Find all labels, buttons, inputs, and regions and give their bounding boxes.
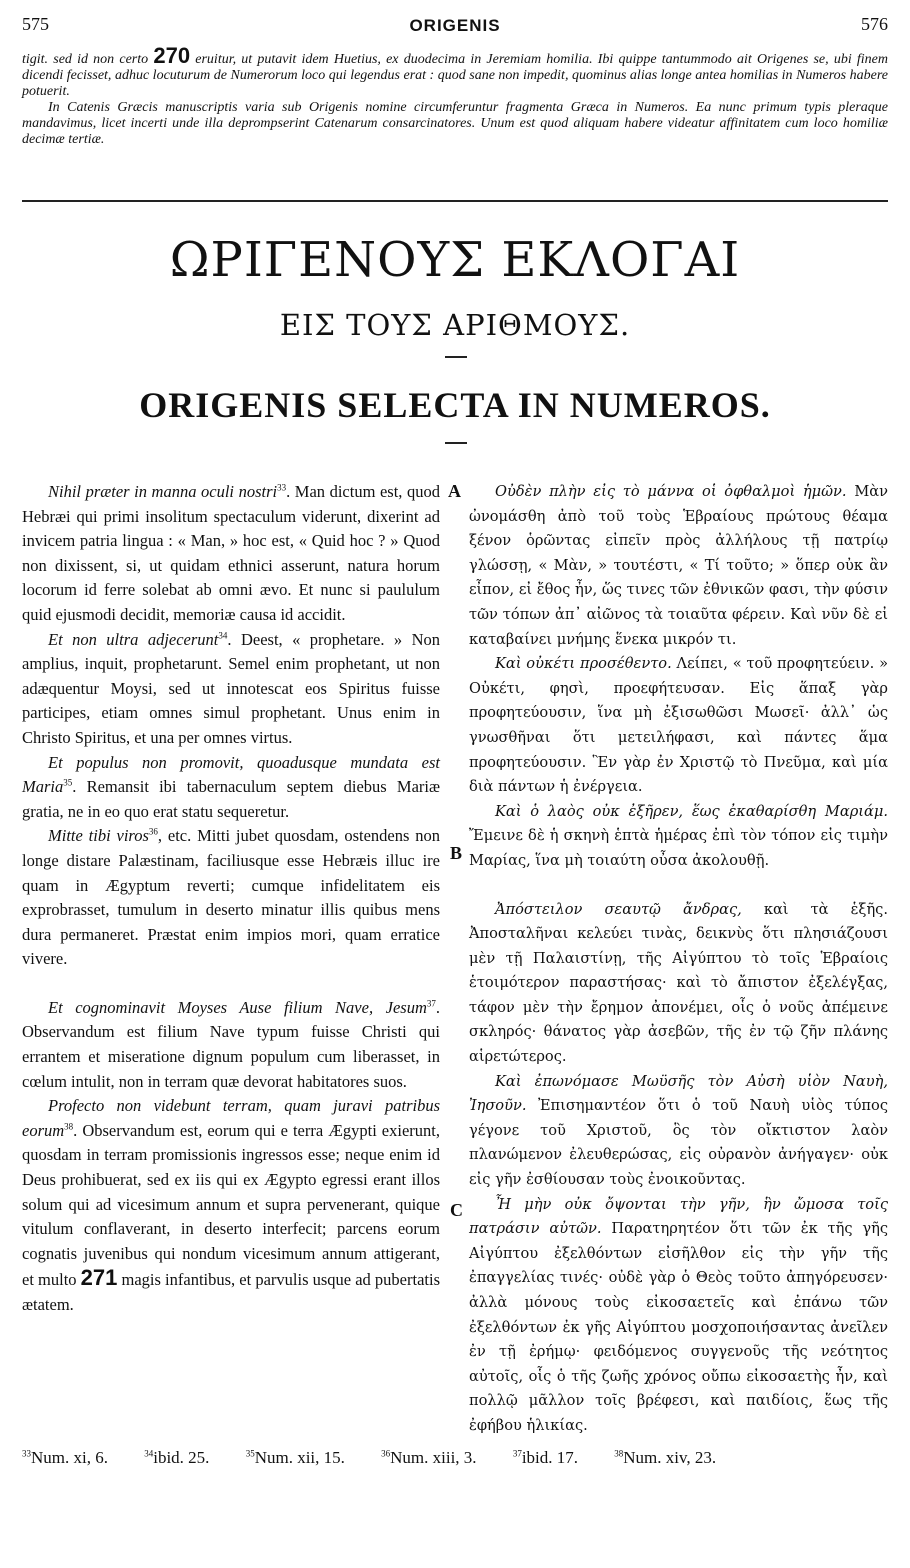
greek-column — [469, 480, 888, 1439]
greek-paragraph: Καὶ οὐκέτι προσέθεντο. Λείπει, « τοῦ προφητεύειν. » Οὐκέτι, φησὶ, προεφήτευσαν. Εἰς ἅπαξ γὰρ προφητεύουσιν, ἵνα μὴ ἐξισωθῶσι Μωσεῖ· ἀλλ᾽ ὡς γνωσθῆναι ὅτι μετειλήφασι, καὶ πάντες ἅμα προφητεύουσιν. Ἓν γὰρ ἐν Χριστῷ τὸ Πνεῦμα, καὶ μία διὰ πάντων ἡ ἐνέργεια. — [469, 655, 888, 796]
latin-title: ORIGENIS SELECTA IN NUMEROS. — [139, 385, 771, 425]
intro-text — [22, 43, 889, 148]
column-number: 270 — [153, 43, 191, 68]
footnote: $^{37}$ibid. 17. — [512, 1448, 579, 1467]
page-header — [22, 14, 888, 44]
greek-title: ΩΡΙΓΕΝΟΥΣ ΕΚΛΟΓΑΙ — [169, 232, 741, 288]
latin-column — [22, 480, 440, 1318]
greek-paragraph: Ἀπόστειλον σεαυτῷ ἄνδρας, καὶ τὰ ἑξῆς. Ἀποσταλῆναι κελεύει τινὰς, δεικνὺς ὅτι πλησιάζουσι μὲν τῇ Παλαιστίνῃ, τῆς Αἰγύπτου τὸ τοῖς Ἑβραίοις ἑτοιμότερον παραστήσας· καὶ τὸ ἄπιστον ἐξελέγξας, τάφον μὲν τὴν ἔρημον ἀπονέμει, οἷς ὁ νοῦς ἀπέμεινε σκληρός· θάνατος γὰρ ἀσεβῶν, τῆς ἐν τῷ ζῆν πλάνης αἱρετώτερος. — [469, 900, 888, 1066]
footnote: $^{33}$Num. xi, 6. — [22, 1448, 108, 1467]
latin-paragraph: Profecto non videbunt terram, quam juravi patribus eorum$^{38}$. Observandum est, eorum qui e terra Ægypti exierunt, quosdam in terram promissionis ingressos esse; neque enim id Deus prohibuerat, sed ex iis qui ex Ægypto egressi erant illos solum qui ad vicesimum annum et supra pervenerant, quique vitulum conflaverant, in deserto interfecit; parcens eorum cognatis juvenibus qui nondum vicesimum annum attigerant, et multo 271 magis infantibus, et parvulis usque ad pubertatis ætatem. — [22, 1096, 440, 1314]
intro-paragraph-2: In Catenis Græcis manuscriptis varia sub Origenis nomine circumferuntur fragmenta Græca in Numeros. Ea nunc primum typis pleraque mandavimus, licet incerti unde illa deprompserint Catenarum consarcinatores. Unum est quod aliquam habere videatur affinitatem cum loco homiliæ decimæ tertiæ. — [22, 100, 888, 147]
intro-paragraph-1: tigit. sed id non certo 270 eruitur, ut putavit idem Huetius, ex duodecima in Jeremiam homilia. Ibi quippe tantummodo ait Origenes se, ubi finem dicendi fecisset, adhuc locuturum de Numerorum loco qui legendus erat : quod sane non impedit, quominus alias longe antea homilias in Numeros habere potuerit. — [22, 43, 889, 99]
separator-rule — [22, 200, 888, 202]
latin-paragraph: Et non ultra adjecerunt$^{34}$. Deest, « prophetare. » Non amplius, inquit, prophetarunt. Semel enim prophetant, ut non adæquentur Moysi, sed ut innotescat eos Spiritus fuisse participes, etiam omnes simul prophetant. Unus enim in Christo Spiritus, et una per omnes virtus. — [22, 629, 440, 747]
greek-paragraph: Καὶ ἐπωνόμασε Μωϋσῆς τὸν Αὐσὴ υἱὸν Ναυὴ, Ἰησοῦν. Ἐπισημαντέον ὅτι ὁ τοῦ Ναυὴ υἱὸς τύπος γέγονε τοῦ Χριστοῦ, ὃς τὸν οἴκτιστον λαὸν πλανώμενον ἐλευθερώσας, εἰς οὐρανὸν ἀνήγαγεν· οὐκ εἰς γῆν ἐσθίουσαν τοὺς ἐνοικοῦντας. — [469, 1072, 888, 1189]
column-number: 271 — [80, 1265, 118, 1291]
title-dash — [445, 356, 467, 358]
greek-subtitle: ΕΙΣ ΤΟΥΣ ΑΡΙΘΜΟΥΣ. — [279, 308, 631, 342]
running-head: ORIGENIS — [409, 16, 501, 35]
section-marker-c: C — [450, 1200, 463, 1220]
footnote: $^{34}$ibid. 25. — [144, 1448, 210, 1467]
latin-paragraph: Et cognominavit Moyses Ause filium Nave, Jesum$^{37}$. Observandum est filium Nave typum fuisse Christi qui errantem et miseratione dignum populum cum liberasset, in cœlum intulit, non in terram quæ devorat habitatores suos. — [22, 997, 440, 1091]
page-number-right: 576 — [861, 14, 888, 34]
greek-paragraph: Ἦ μὴν οὐκ ὄψονται τὴν γῆν, ἣν ὤμοσα τοῖς πατράσιν αὐτῶν. Παρατηρητέον ὅτι τῶν ἐκ τῆς γῆς Αἰγύπτου ἐξελθόντων εἰσῆλθον εἰς τὴν γῆν τῆς ἐπαγγελίας τινές· οὐδὲ γὰρ ὁ Θεὸς τοῦτο ἀπηγόρευσεν· ἀλλὰ μόνους τοὺς εἰκοσαετεῖς καὶ ἐπάνω τῶν ἐξελθόντων ἐκ γῆς Αἰγύπτου μοσχοποιήσαντας ἀνεῖλεν ἐν τῇ ἐρήμῳ· φειδόμενος συγγενοῦς τῆς νεότητος αὐτοῖς, οἷς ὁ τῆς ζωῆς χρόνος οὔπω εἰκοσαετὴς ἦν, καὶ πολλῷ μᾶλλον τοῖς βρέφεσι, καὶ παιδίοις, ἕως τῆς ἐφήβου ἡλικίας. — [469, 1195, 888, 1434]
section-marker-a: A — [448, 481, 461, 501]
latin-paragraph: Mitte tibi viros$^{36}$, etc. Mitti jubet quosdam, ostendens non longe distare Palæstinam, faciliusque esse Hebræis illuc ire quam in Ægyptum reverti; cumque infidelitatem eis exprobrasset, tumulum in deserto minatur illis quibus mens dura permaneret. Præstat enim impios mori, quam erratice vivere. — [22, 826, 440, 969]
footnotes — [22, 1448, 888, 1468]
footnote: $^{35}$Num. xii, 15. — [245, 1448, 345, 1467]
footnote: $^{38}$Num. xiv, 23. — [614, 1448, 717, 1467]
latin-paragraph: Nihil præter in manna oculi nostri$^{33}$. Man dictum est, quod Hebræi qui primi insolitum spectaculum viderunt, dixerint ad invicem patria lingua : « Man, » hoc est, « Quid hoc ? » Quod non dixissent, si, ut quidam ethnici asserunt, natura horum locorum id ferre solebat ab omni ævo. Et nunc si paululum quid ejusmodi decidit, memoriæ causa id accidit. — [22, 482, 440, 624]
title-dash — [445, 442, 467, 444]
greek-paragraph: Οὐδὲν πλὴν εἰς τὸ μάννα οἱ ὀφθαλμοὶ ἡμῶν. Μὰν ὠνομάσθη ἀπὸ τοῦ τοὺς Ἑβραίους πρώτους θέαμα ξένον ὁρῶντας εἰπεῖν πρὸς ἀλλήλους τῇ πατρίῳ γλώσσῃ, « Μὰν, » τουτέστι, « Τί τοῦτο; » ὅπερ οὐκ ἂν εἶπον, εἰ ἔθος ἦν, ὥς τινες τῶν ἐθνικῶν φασι, τὴν φύσιν τῶν τόπων ἀπ᾽ αἰῶνος τὰ τοιαῦτα φέρειν. Καὶ νῦν δὲ εἰ καταβαίνει μνήμης ἕνεκα μικρόν τι. — [469, 483, 888, 648]
footnote: $^{36}$Num. xiii, 3. — [381, 1448, 477, 1467]
page-number-left: 575 — [22, 14, 49, 34]
latin-paragraph: Et populus non promovit, quoadusque mundata est Maria$^{35}$. Remansit ibi tabernaculum septem diebus Mariæ gratia, ne in eo quo erat statu sequeretur. — [22, 752, 440, 821]
greek-paragraph: Καὶ ὁ λαὸς οὐκ ἐξῆρεν, ἕως ἐκαθαρίσθη Μαριάμ. Ἔμεινε δὲ ἡ σκηνὴ ἑπτὰ ἡμέρας ἐπὶ τὸν τόπον εἰς τιμὴν Μαρίας, ἵνα μὴ τοιαύτη οὖσα ἀκολουθῇ. — [469, 802, 888, 869]
section-marker-b: B — [450, 843, 463, 863]
